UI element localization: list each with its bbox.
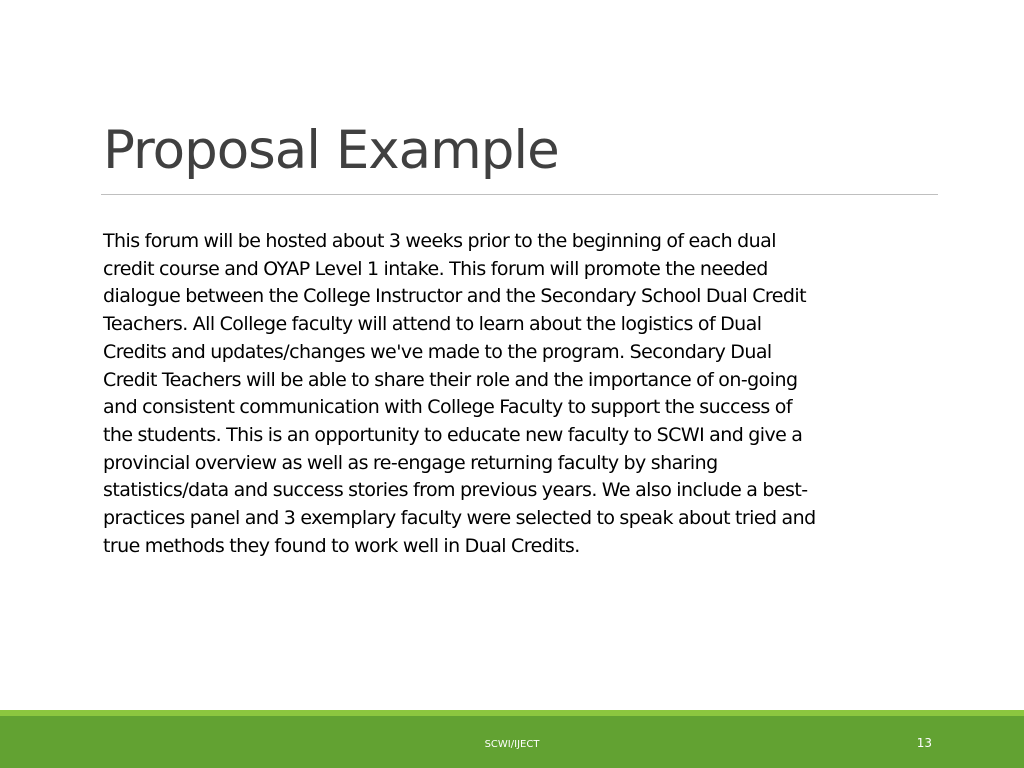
slide-body-text: This forum will be hosted about 3 weeks prior to the beginning of each dual credit course and OYAP Level 1 intake. This forum will promote the needed dialogue between the College Instructor and the Secondary School Dual Credit Teachers. All College faculty will attend to learn about the logistics of Dual Credits and updates/changes we've made to the program. Secondary Dual Credit Teachers will be able to share their role and the importance of on-going and consistent communication with College Faculty to support the success of the students. This is an opportunity to educate new faculty to SCWI and give a provincial overview as well as re-engage returning faculty by sharing statistics/data and success stories from previous years. We also include a best- practices panel and 3 exemplary faculty were selected to speak about tried and true methods they found to work well in Dual Credits.	[103, 230, 816, 557]
slide-number: 13	[916, 736, 932, 750]
footer-text: SCWI/IJECT	[484, 739, 540, 750]
title-divider	[101, 194, 938, 195]
slide-title: Proposal Example	[103, 120, 559, 181]
